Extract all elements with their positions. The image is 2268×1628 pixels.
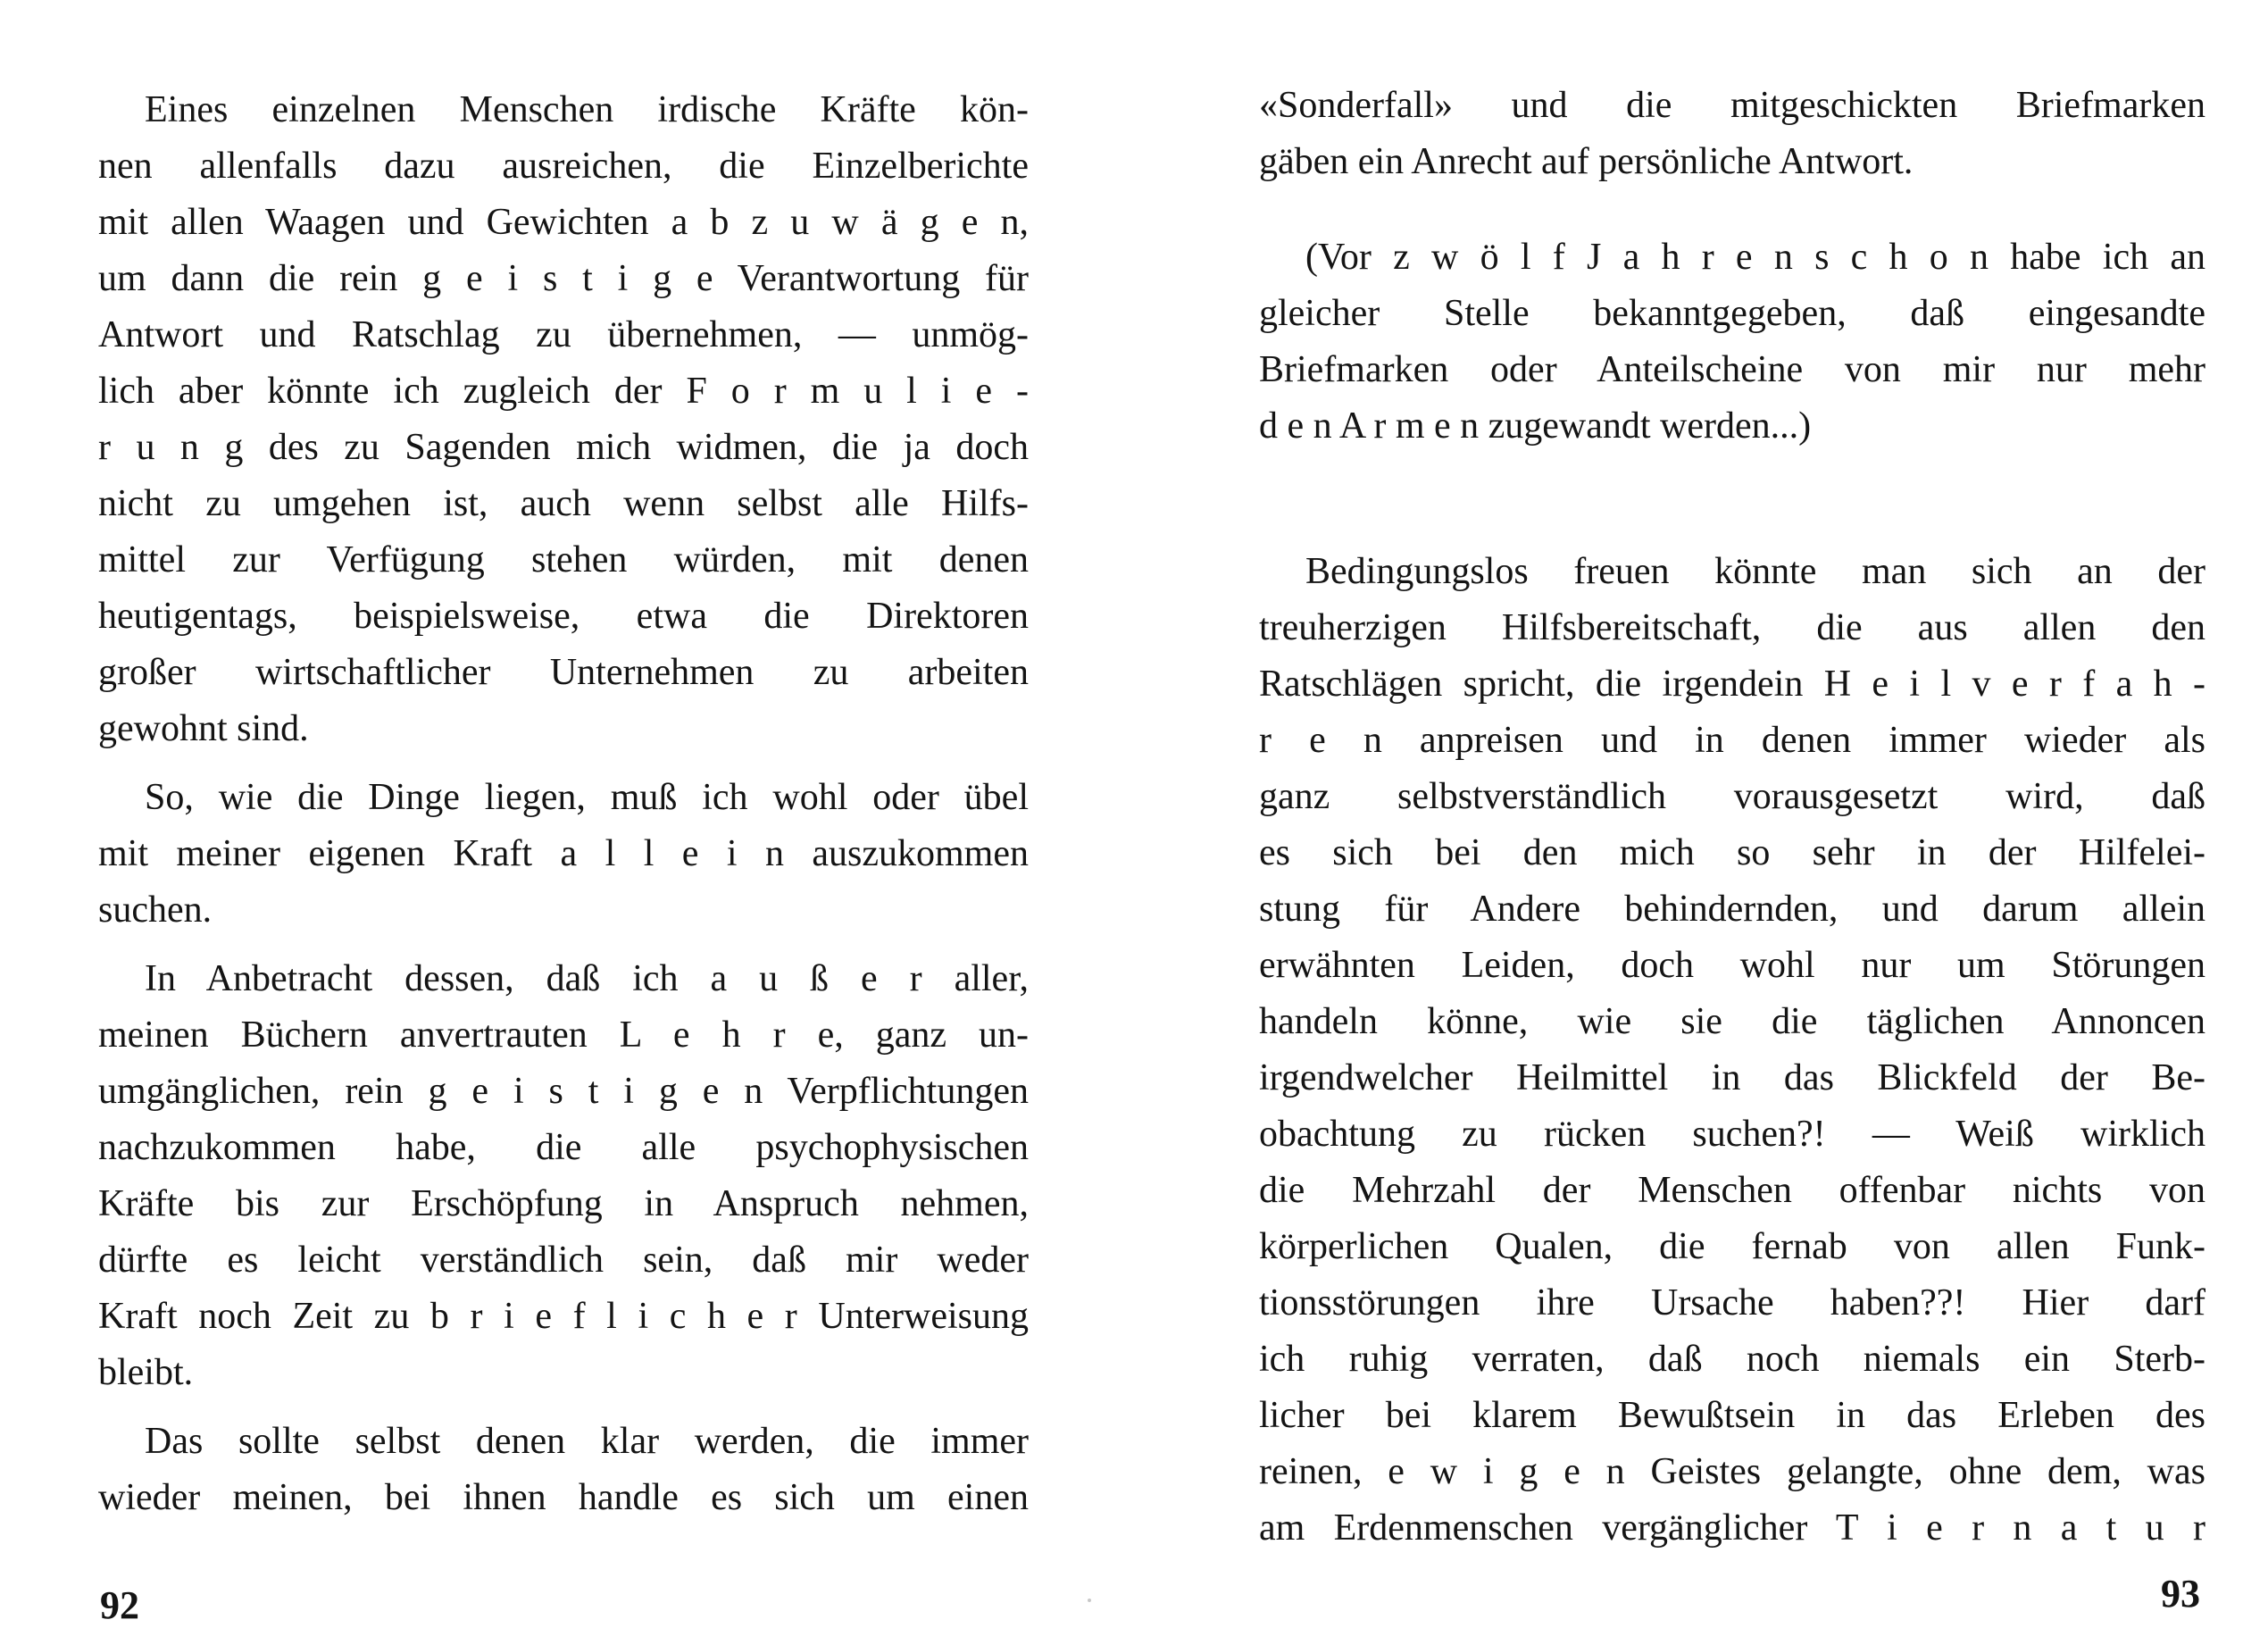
text-line: Eines einzelnen Menschen irdische Kräfte kön- — [145, 89, 1029, 130]
text-line: großer wirtschaftlicher Unternehmen zu arbeiten — [98, 652, 1029, 693]
text-line: um dann die rein g e i s t i g e Verantwortung für — [98, 258, 1029, 299]
text-line: nachzukommen habe, die alle psychophysischen — [98, 1127, 1029, 1168]
text-line: obachtung zu rücken suchen?! — Weiß wirklich — [1259, 1114, 2205, 1155]
text-line: mittel zur Verfügung stehen würden, mit denen — [98, 539, 1029, 580]
text-line: lich aber könnte ich zugleich der F o r m u l i e - — [98, 371, 1029, 412]
text-line: r e n anpreisen und in denen immer wieder als — [1259, 720, 2205, 761]
text-line: Antwort und Ratschlag zu übernehmen, — unmög- — [98, 314, 1029, 355]
text-line: Briefmarken oder Anteilscheine von mir nur mehr — [1259, 349, 2205, 390]
text-line: gleicher Stelle bekanntgegeben, daß eingesandte — [1259, 293, 2205, 334]
text-line: In Anbetracht dessen, daß ich a u ß e r aller, — [145, 958, 1029, 999]
text-line: ganz selbstverständlich vorausgesetzt wird, daß — [1259, 776, 2205, 817]
paragraph — [1259, 78, 2205, 190]
text-line: meinen Büchern anvertrauten L e h r e, ganz un- — [98, 1014, 1029, 1056]
text-line: nen allenfalls dazu ausreichen, die Einzelberichte — [98, 146, 1029, 187]
text-line: gäben ein Anrecht auf persönliche Antwort. — [1259, 141, 1914, 182]
text-line: handeln könne, wie sie die täglichen Annoncen — [1259, 1001, 2205, 1042]
right-page — [1205, 0, 2268, 1625]
text-line: d e n A r m e n zugewandt werden...) — [1259, 405, 1812, 447]
text-line: mit allen Waagen und Gewichten a b z u w ä g e n, — [98, 202, 1029, 243]
left-page-text — [98, 82, 1029, 1526]
text-line: umgänglichen, rein g e i s t i g e n Verpflichtungen — [98, 1071, 1029, 1112]
text-line: «Sonderfall» und die mitgeschickten Briefmarken — [1259, 85, 2205, 126]
text-line: am Erdenmenschen vergänglicher T i e r n a t u r — [1259, 1507, 2205, 1549]
paragraph — [98, 82, 1029, 757]
text-line: tionsstörungen ihre Ursache haben??! Hier darf — [1259, 1282, 2205, 1323]
paragraph — [98, 1414, 1029, 1526]
paragraph — [98, 770, 1029, 939]
text-line: irgendwelcher Heilmittel in das Blickfeld der Be- — [1259, 1057, 2205, 1098]
text-line: treuherzigen Hilfsbereitschaft, die aus allen den — [1259, 607, 2205, 648]
text-line: Bedingungslos freuen könnte man sich an der — [1305, 551, 2205, 592]
text-line: ich ruhig verraten, daß noch niemals ein Sterb- — [1259, 1339, 2205, 1380]
text-line: So, wie die Dinge liegen, muß ich wohl oder übel — [145, 777, 1029, 818]
page-number: 92 — [100, 1583, 139, 1627]
paragraph — [98, 951, 1029, 1401]
text-line: nicht zu umgehen ist, auch wenn selbst alle Hilfs- — [98, 483, 1029, 524]
text-line: erwähnten Leiden, doch wohl nur um Störungen — [1259, 945, 2205, 986]
text-line: licher bei klarem Bewußtsein in das Erleben des — [1259, 1395, 2205, 1436]
text-line: gewohnt sind. — [98, 708, 309, 749]
text-line: (Vor z w ö l f J a h r e n s c h o n habe ich an — [1305, 237, 2205, 278]
text-line: dürfte es leicht verständlich sein, daß mir weder — [98, 1240, 1029, 1281]
text-line: heutigentags, beispielsweise, etwa die Direktoren — [98, 596, 1029, 637]
paragraph — [1259, 230, 2205, 455]
right-page-text — [1259, 78, 2205, 1557]
text-line: körperlichen Qualen, die fernab von allen Funk- — [1259, 1226, 2205, 1267]
text-line: Kräfte bis zur Erschöpfung in Anspruch nehmen, — [98, 1183, 1029, 1224]
gutter-mark — [1088, 1599, 1091, 1602]
text-line: die Mehrzahl der Menschen offenbar nichts von — [1259, 1170, 2205, 1211]
text-line: suchen. — [98, 889, 213, 931]
text-line: stung für Andere behindernden, und darum allein — [1259, 889, 2205, 930]
left-page — [0, 0, 1098, 1625]
text-line: es sich bei den mich so sehr in der Hilfelei- — [1259, 832, 2205, 873]
paragraph — [1259, 544, 2205, 1557]
page-number: 93 — [2161, 1572, 2200, 1615]
text-line: reinen, e w i g e n Geistes gelangte, ohne dem, was — [1259, 1451, 2205, 1492]
text-line: bleibt. — [98, 1352, 194, 1393]
text-line: wieder meinen, bei ihnen handle es sich um einen — [98, 1477, 1029, 1518]
text-line: Das sollte selbst denen klar werden, die immer — [145, 1421, 1029, 1462]
text-line: Kraft noch Zeit zu b r i e f l i c h e r Unterweisung — [98, 1296, 1029, 1337]
text-line: mit meiner eigenen Kraft a l l e i n auszukommen — [98, 833, 1029, 874]
text-line: Ratschlägen spricht, die irgendein H e i l v e r f a h - — [1259, 664, 2205, 705]
text-line: r u n g des zu Sagenden mich widmen, die ja doch — [98, 427, 1029, 468]
